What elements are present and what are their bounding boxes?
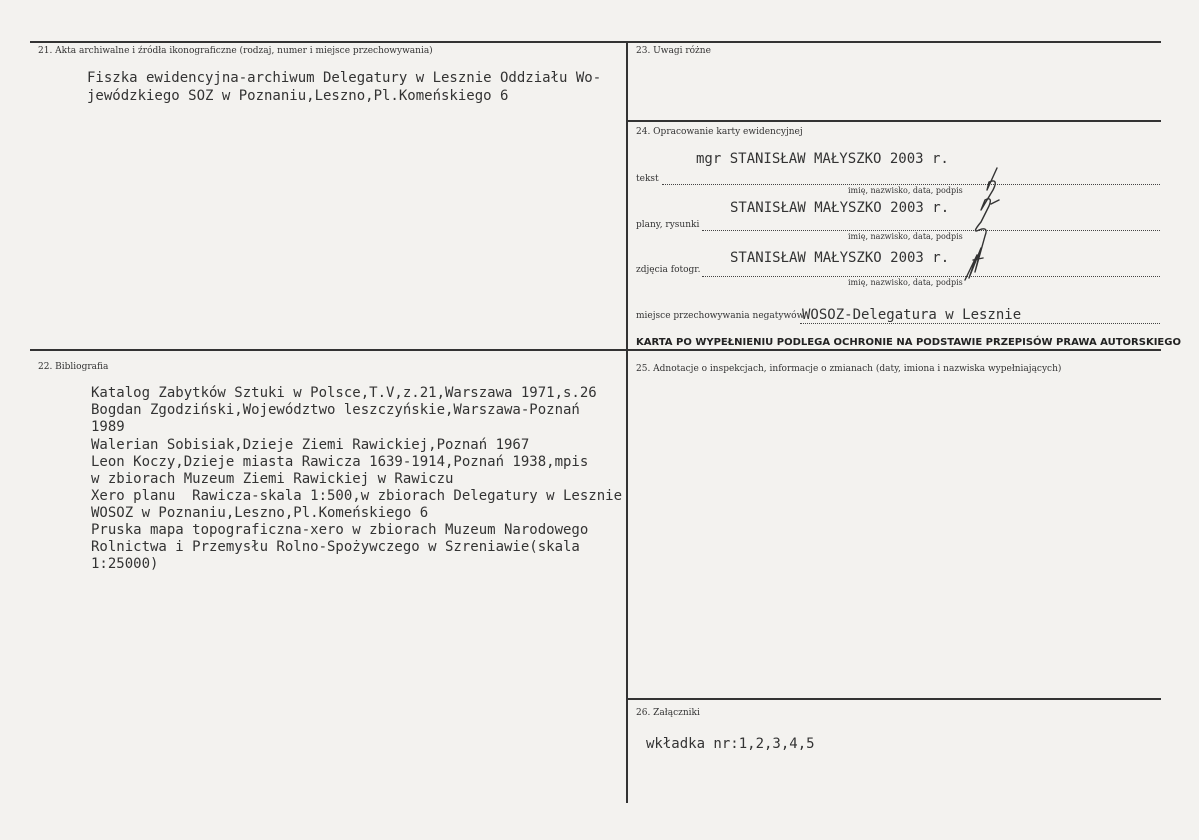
section-divider-25-26 bbox=[627, 698, 1161, 700]
bibliography-line-6: w zbiorach Muzeum Ziemi Rawickiej w Rawiczu bbox=[91, 471, 454, 487]
bibliography-line-10: Rolnictwa i Przemysłu Rolno-Spożywczego w Szreniawie(skala bbox=[91, 539, 580, 555]
plans-field-line bbox=[702, 230, 1160, 231]
section-24-label: 24. Opracowanie karty ewidencyjnej bbox=[636, 127, 803, 137]
section-25-label: 25. Adnotacje o inspekcjach, informacje o zmianach (daty, imiona i nazwiska wypełniających) bbox=[636, 364, 1062, 374]
signature bbox=[955, 160, 1005, 285]
photos-field-caption: imię, nazwisko, data, podpis bbox=[848, 278, 963, 287]
photos-author-value: STANISŁAW MAŁYSZKO 2003 r. bbox=[730, 250, 950, 266]
copyright-notice: KARTA PO WYPEŁNIENIU PODLEGA OCHRONIE NA PODSTAWIE PRZEPISÓW PRAWA AUTORSKIEGO bbox=[636, 337, 1181, 348]
bibliography-line-8: WOSOZ w Poznaniu,Leszno,Pl.Komeńskiego 6 bbox=[91, 505, 429, 521]
attachments-value: wkładka nr:1,2,3,4,5 bbox=[646, 736, 815, 752]
text-field-caption: imię, nazwisko, data, podpis bbox=[848, 186, 963, 195]
negatives-line bbox=[800, 323, 1160, 324]
section-26-label: 26. Załączniki bbox=[636, 708, 700, 718]
bibliography-line-7: Xero planu Rawicza-skala 1:500,w zbiorach Delegatury w Lesznie bbox=[91, 488, 623, 504]
section-21-label: 21. Akta archiwalne i źródła ikonograficzne (rodzaj, numer i miejsce przechowywania) bbox=[38, 46, 433, 56]
plans-field-caption: imię, nazwisko, data, podpis bbox=[848, 232, 963, 241]
photos-field-label: zdjęcia fotogr. bbox=[636, 265, 701, 275]
section-divider-24-25 bbox=[627, 349, 1161, 351]
section-21-line-1: Fiszka ewidencyjna-archiwum Delegatury w Lesznie Oddziału Wo- bbox=[87, 70, 602, 86]
center-divider bbox=[626, 41, 628, 803]
plans-author-value: STANISŁAW MAŁYSZKO 2003 r. bbox=[730, 200, 950, 216]
top-rule bbox=[30, 41, 1161, 43]
section-22-label: 22. Bibliografia bbox=[38, 362, 109, 372]
bibliography-line-3: 1989 bbox=[91, 419, 125, 435]
section-divider-23-24 bbox=[627, 120, 1161, 122]
negatives-value: WOSOZ-Delegatura w Lesznie bbox=[802, 307, 1022, 323]
bibliography-line-9: Pruska mapa topograficzna-xero w zbiorach Muzeum Narodowego bbox=[91, 522, 589, 538]
section-divider-left bbox=[30, 349, 627, 351]
photos-field-line bbox=[702, 276, 1160, 277]
bibliography-line-11: 1:25000) bbox=[91, 556, 159, 572]
text-author-value: mgr STANISŁAW MAŁYSZKO 2003 r. bbox=[696, 151, 949, 167]
bibliography-line-2: Bogdan Zgodziński,Województwo leszczyńskie,Warszawa-Poznań bbox=[91, 402, 580, 418]
section-21-line-2: jewódzkiego SOZ w Poznaniu,Leszno,Pl.Komeńskiego 6 bbox=[87, 88, 509, 104]
bibliography-line-5: Leon Koczy,Dzieje miasta Rawicza 1639-1914,Poznań 1938,mpis bbox=[91, 454, 589, 470]
plans-field-label: plany, rysunki bbox=[636, 220, 700, 230]
text-field-label: tekst bbox=[636, 174, 659, 184]
section-23-label: 23. Uwagi różne bbox=[636, 46, 711, 56]
text-field-line bbox=[662, 184, 1160, 185]
bibliography-line-1: Katalog Zabytków Sztuki w Polsce,T.V,z.21,Warszawa 1971,s.26 bbox=[91, 385, 597, 401]
negatives-label: miejsce przechowywania negatywów bbox=[636, 311, 805, 321]
bibliography-line-4: Walerian Sobisiak,Dzieje Ziemi Rawickiej,Poznań 1967 bbox=[91, 437, 530, 453]
